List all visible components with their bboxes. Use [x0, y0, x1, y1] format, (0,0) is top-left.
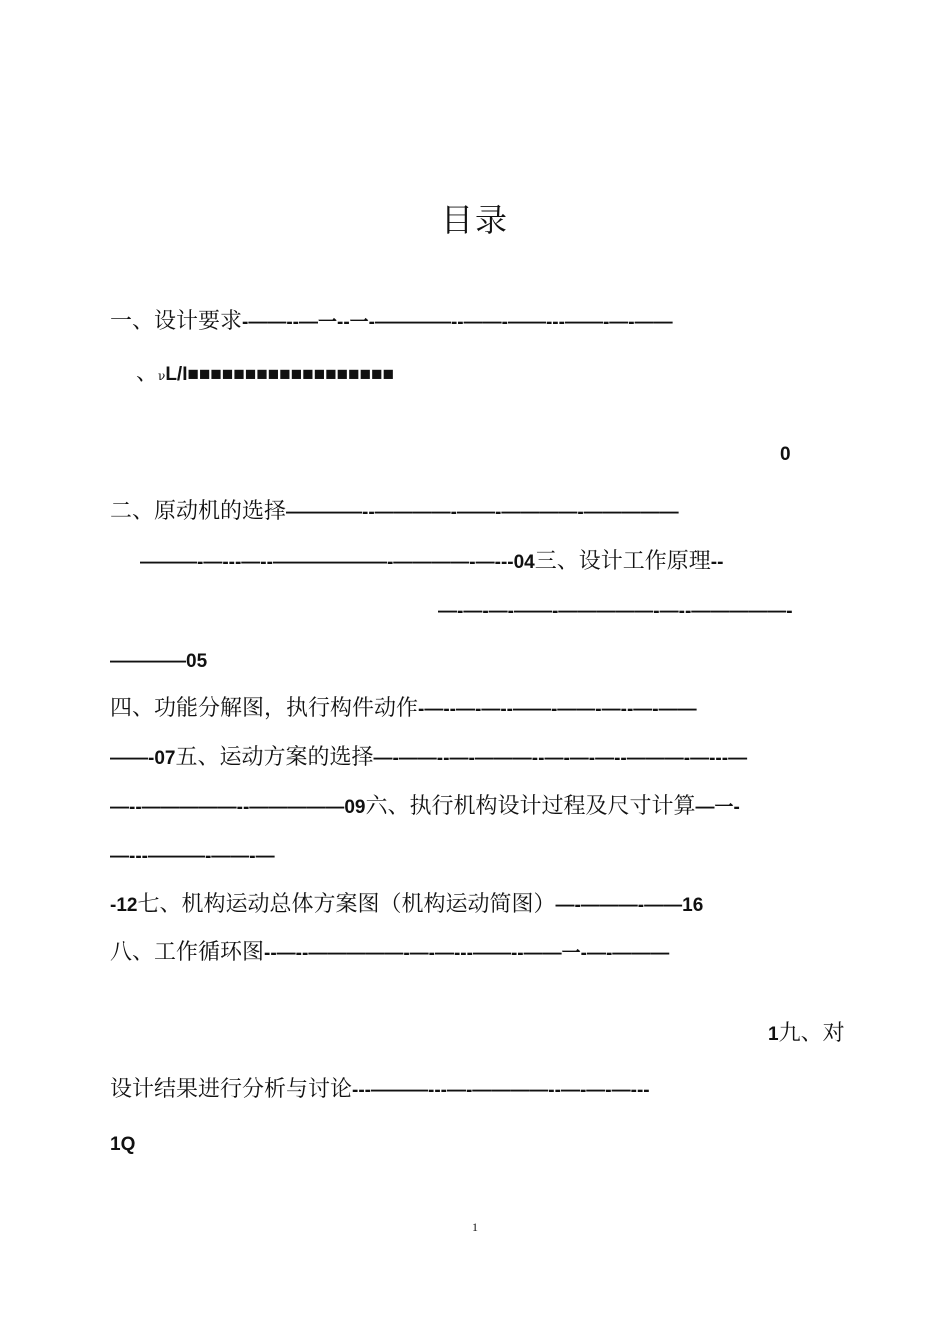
- toc-garbled-line: [136, 360, 394, 390]
- toc-entry-6: [110, 793, 740, 822]
- toc-page-ref: 0: [780, 444, 791, 465]
- toc-entry-text: 一、设计要求: [110, 309, 243, 334]
- toc-page-line: [110, 647, 207, 676]
- toc-entry-text: 八、工作循环图: [110, 940, 265, 965]
- toc-entry-small: ν: [158, 369, 166, 383]
- toc-entry-text: 四、功能分解图，执行构件动作: [110, 696, 419, 721]
- toc-leader: —--—————--—————: [110, 797, 345, 818]
- toc-leader: -——--—一--一-————--——-——---——-—-——: [242, 312, 673, 333]
- toc-entry-5: [110, 744, 747, 773]
- toc-entry-text: 七、机构运动总体方案图（机构运动简图）: [137, 892, 556, 917]
- toc-entry-text: 、: [136, 361, 159, 386]
- toc-entry-text: 二、原动机的选择: [110, 499, 287, 524]
- toc-leader: —---———-——-—: [110, 846, 275, 867]
- toc-leader: -—--—-—--——-——-—--—-——: [418, 699, 697, 720]
- toc-page-ref: -12: [110, 895, 138, 916]
- toc-leader-line: [438, 597, 793, 626]
- toc-entry-1: [110, 308, 673, 337]
- toc-entry-text: 五、运动方案的选择: [175, 745, 374, 770]
- toc-page-ref: ---04: [494, 552, 535, 573]
- toc-entry-8: [110, 939, 669, 968]
- toc-leader: —一-: [695, 797, 740, 818]
- toc-page-ref: 09: [344, 797, 366, 818]
- toc-entry-text: 设计结果进行分析与讨论: [110, 1077, 353, 1102]
- toc-entry-7: [110, 891, 703, 920]
- toc-page-line: [110, 1130, 135, 1159]
- toc-entry-9-cont: [110, 1076, 650, 1105]
- toc-leader: ————: [110, 651, 186, 672]
- toc-entry-2: [110, 498, 679, 527]
- toc-page-ref: 1: [768, 1024, 779, 1045]
- toc-entry-text: 九、对: [778, 1021, 845, 1046]
- page-title: 目录: [440, 201, 509, 239]
- toc-leader: ——: [110, 748, 148, 769]
- toc-leader: —-—-—-——-—————-—--—————-: [438, 601, 793, 622]
- toc-page-ref: 05: [186, 651, 208, 672]
- toc-page-number: [780, 440, 791, 469]
- toc-entry-3: [140, 548, 723, 577]
- toc-leader: --: [710, 552, 724, 573]
- toc-leader: ---———---—-————--—-—-—---: [352, 1080, 650, 1101]
- toc-leader: --—--—————-—-—---——--——一-—-———: [264, 943, 670, 964]
- toc-entry-4: [110, 695, 697, 724]
- toc-page-ref: -07: [148, 748, 176, 769]
- toc-page-ref: 1Q: [110, 1134, 136, 1155]
- toc-leader: —-——--—-———--—-—-—--———-—---—: [373, 748, 748, 769]
- toc-leader: —-———-——: [555, 895, 683, 916]
- page-number: 1: [472, 1220, 478, 1234]
- toc-entry-text: 三、设计工作原理: [534, 549, 711, 574]
- toc-garbled-text: L/I■■■■■■■■■■■■■■■■■■: [165, 364, 395, 385]
- toc-entry-text: 六、执行机构设计过程及尺寸计算: [365, 794, 696, 819]
- toc-page-ref: 16: [682, 895, 704, 916]
- toc-leader-line: [110, 842, 275, 871]
- toc-leader: ———-—---—--——————-————-—: [140, 552, 495, 573]
- toc-leader: ————--————-——-————-—————: [286, 502, 679, 523]
- toc-entry-9: [768, 1020, 845, 1049]
